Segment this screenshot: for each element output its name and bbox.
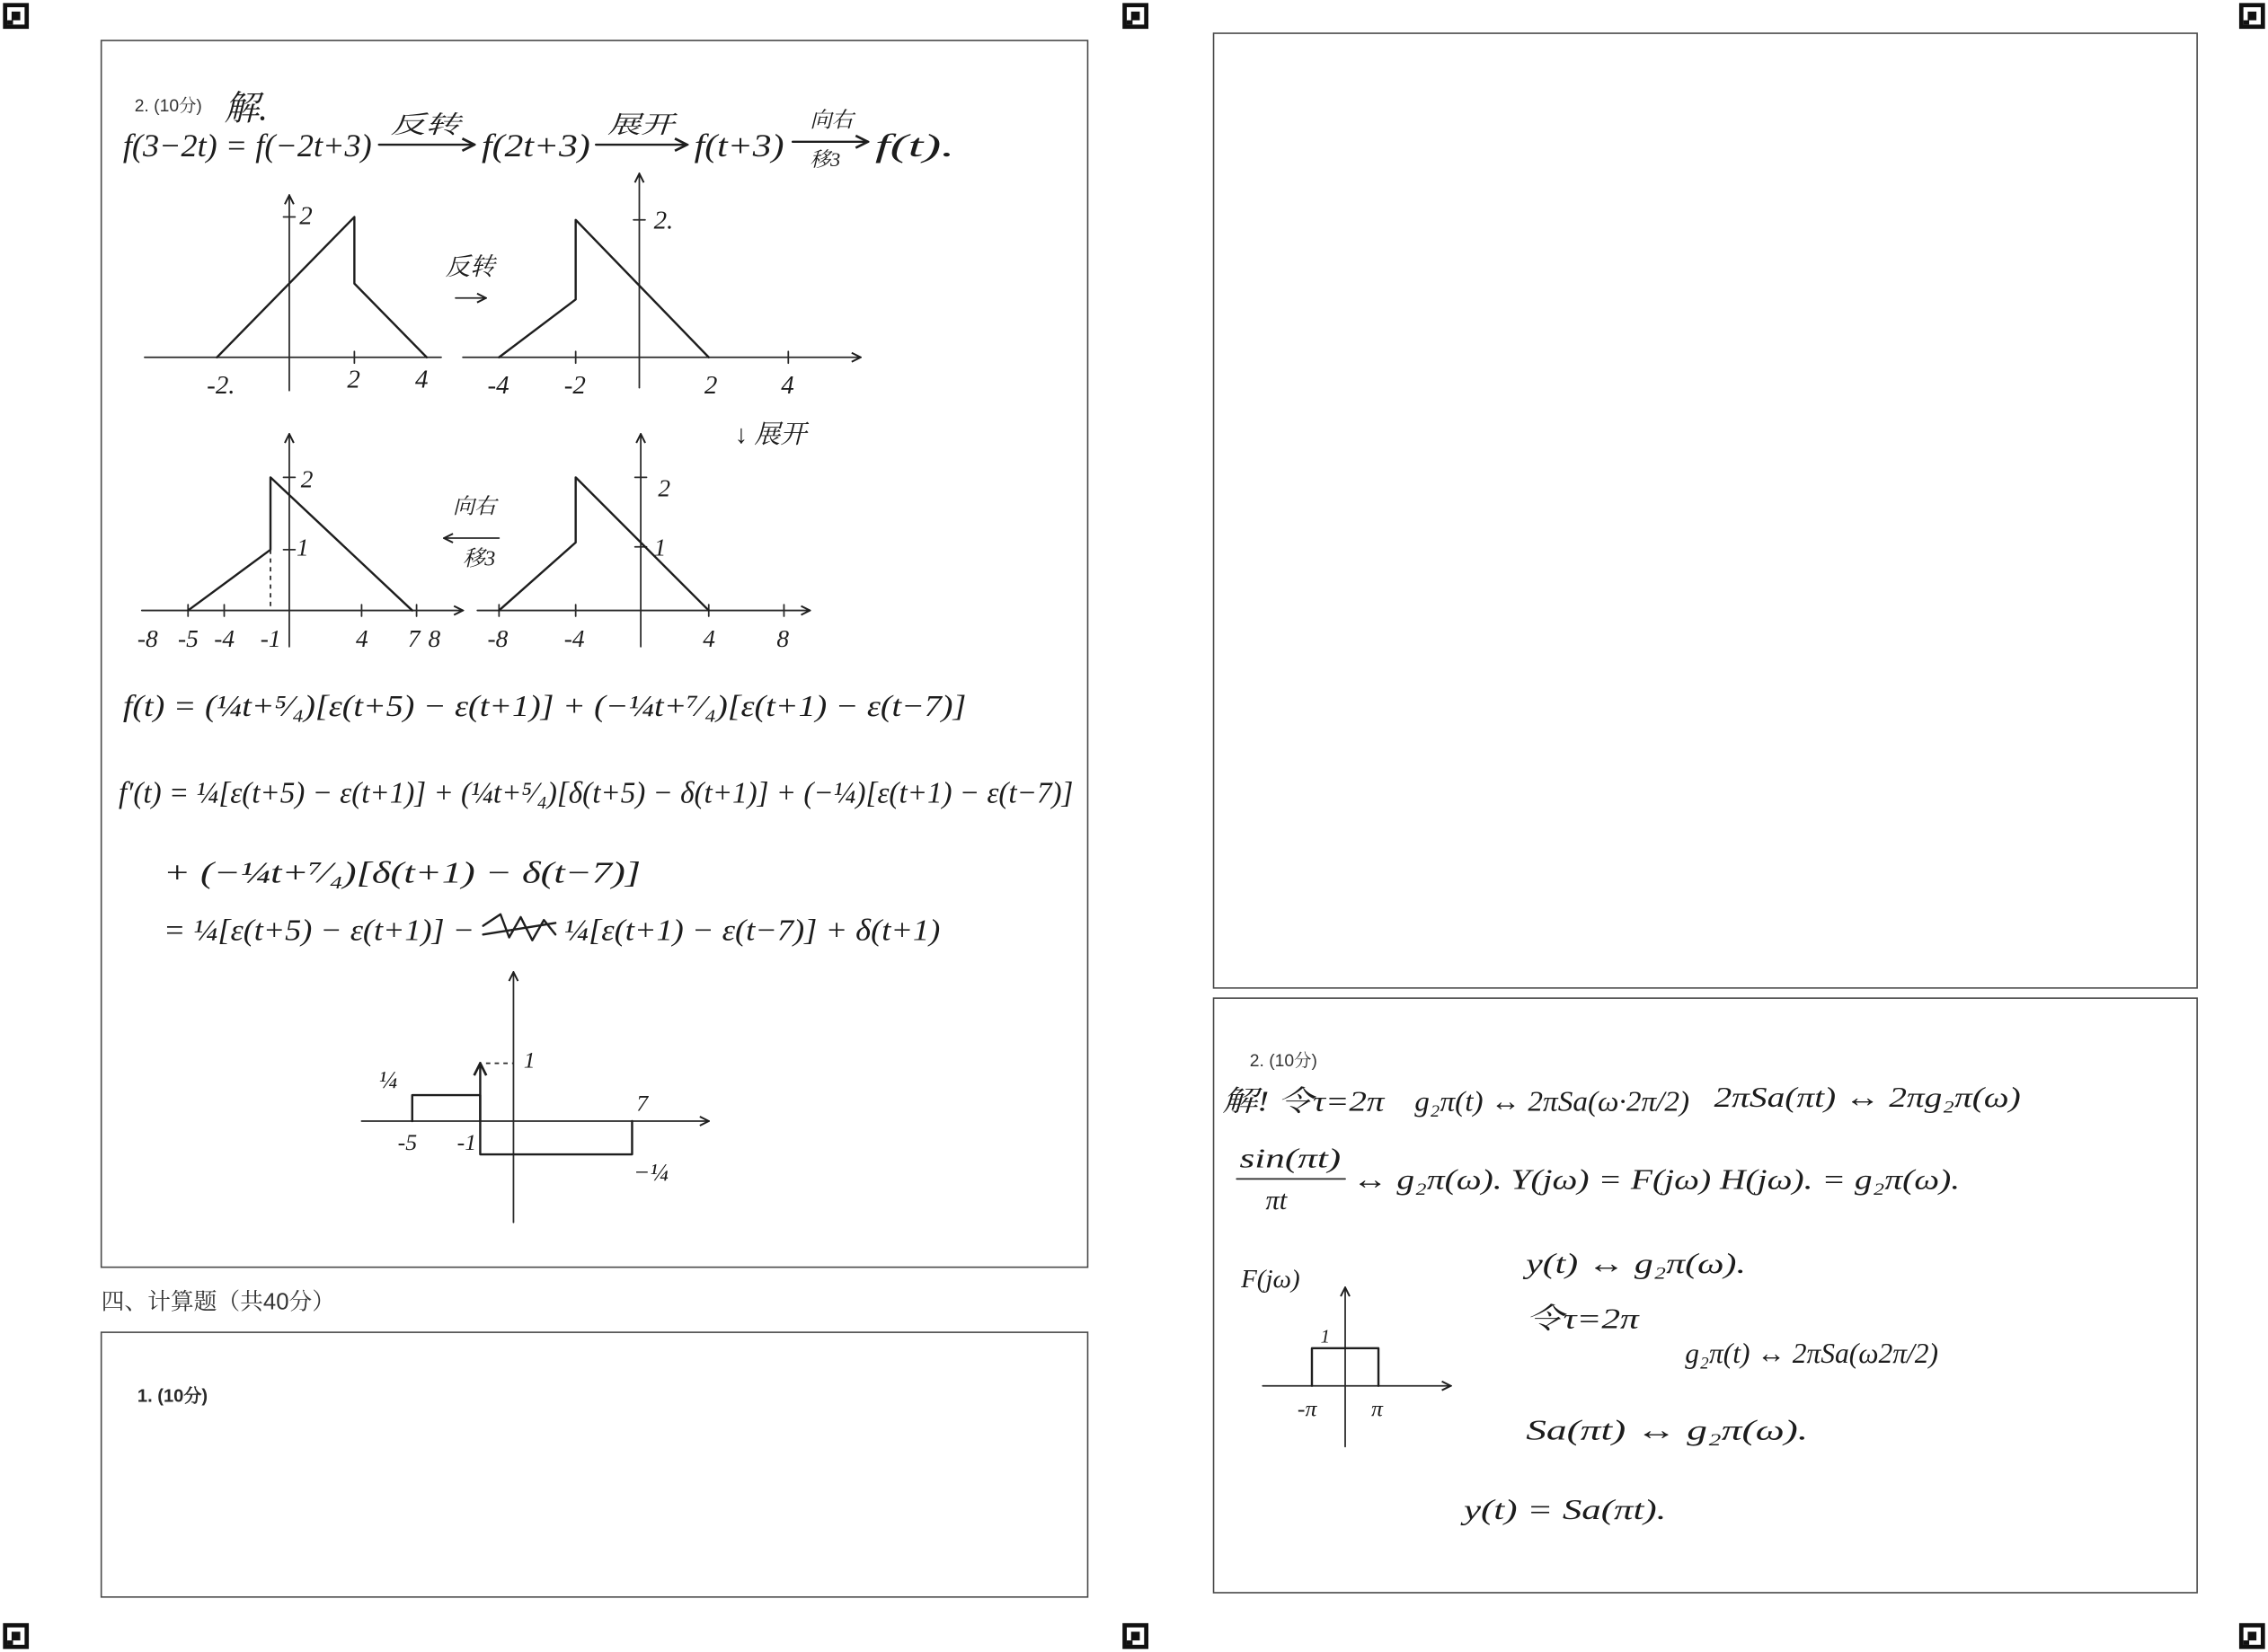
shift-note-bottom: 移3 xyxy=(463,546,496,571)
graph-3-x-tick: -8 xyxy=(137,624,158,652)
graph-4-x-tick: -4 xyxy=(563,624,585,652)
graph-3-x-tick: -1 xyxy=(260,624,281,652)
right-line-7: y(t) = Sa(πt). xyxy=(1460,1492,1667,1525)
calc-box xyxy=(102,1332,1088,1597)
right-line-4: 令τ=2π xyxy=(1526,1302,1640,1335)
spectrum-graph-height: 1 xyxy=(1320,1325,1331,1347)
question-label: 2. (10分) xyxy=(134,96,202,116)
spectrum-graph-x-tick: -π xyxy=(1297,1395,1317,1422)
section-heading: 四、计算题（共40分） xyxy=(101,1289,336,1315)
right-line-3: y(t) ↔ g₂π(ω). xyxy=(1522,1247,1746,1280)
right-line-5: g₂π(t) ↔ 2πSa(ω2π/2) xyxy=(1685,1336,1938,1369)
flip-note: 反转 xyxy=(445,252,495,280)
right-line-1a: 解! 令τ=2π xyxy=(1222,1084,1386,1118)
right-line-1b: g₂π(t) ↔ 2πSa(ω·2π/2) xyxy=(1414,1084,1690,1118)
graph-1-y-tick: 2 xyxy=(299,201,313,231)
chain-step1-label: 反转 xyxy=(390,111,464,139)
registration-mark-bottom-right xyxy=(2239,1623,2265,1649)
chain-step3-label-top: 向右 xyxy=(810,108,854,133)
calc-box-frame xyxy=(102,1332,1088,1597)
right-question-label: 2. (10分) xyxy=(1249,1051,1317,1071)
equation-fprime-line-3a: = ¼[ε(t+5) − ε(t+1)] − xyxy=(163,914,474,948)
right-blank-box xyxy=(1214,33,2198,988)
shift-note-top: 向右 xyxy=(452,494,497,519)
graph-3-x-tick: 4 xyxy=(355,624,368,652)
right-line-6: Sa(πt) ↔ g₂π(ω). xyxy=(1526,1413,1809,1446)
left-answer-box xyxy=(102,40,1088,1268)
graph-3-x-tick: -4 xyxy=(214,624,235,652)
right-line-2: ↔ g₂π(ω). Y(jω) = F(jω) H(jω). = g₂π(ω). xyxy=(1352,1162,1961,1196)
chain-step3-label-bottom: 移3 xyxy=(810,148,841,172)
graph-1-x-tick: 2 xyxy=(347,365,360,394)
graph-4-y-tick: 2 xyxy=(658,474,671,502)
calc-question-label: 1. (10分) xyxy=(137,1386,208,1407)
graph-1-x-tick: -2. xyxy=(207,371,235,401)
graph-5-x-tick: -1 xyxy=(456,1129,477,1156)
registration-mark-bottom-center xyxy=(1122,1623,1148,1649)
graph-4-x-tick: 4 xyxy=(703,624,715,652)
graph-2-y-tick: 2. xyxy=(653,206,674,235)
graph-5-level-positive: ¼ xyxy=(378,1065,398,1093)
graph-3-y-tick: 2 xyxy=(300,465,314,493)
registration-mark-top-center xyxy=(1122,3,1148,29)
graph-3-x-tick: -5 xyxy=(177,624,199,652)
spectrum-graph-label: F(jω) xyxy=(1241,1265,1300,1294)
graph-3-x-tick: 8 xyxy=(428,624,441,652)
graph-3-x-tick: 7 xyxy=(407,624,421,652)
graph-2-x-tick: 4 xyxy=(781,371,794,401)
solution-mark: 解. xyxy=(224,90,268,128)
expand-note: ↓ 展开 xyxy=(734,420,807,449)
graph-2-x-tick: -2 xyxy=(563,371,586,401)
graph-2-x-tick: 2 xyxy=(704,371,718,401)
graph-4-x-tick: -8 xyxy=(487,624,509,652)
graph-5-x-tick: -5 xyxy=(397,1129,418,1156)
right-line-1c: 2πSa(πt) ↔ 2πg₂π(ω) xyxy=(1714,1080,2021,1113)
equation-fprime-line-2: + (−¼t+⁷⁄₄)[δ(t+1) − δ(t−7)] xyxy=(163,856,642,890)
graph-1-x-tick: 4 xyxy=(414,365,429,394)
graph-4-x-tick: 8 xyxy=(776,624,790,652)
graph-3-y-tick: 1 xyxy=(296,534,309,561)
fraction-denominator: πt xyxy=(1265,1185,1288,1216)
chain-step2-result: f(t+3) xyxy=(694,127,784,163)
registration-mark-top-left xyxy=(3,3,29,29)
equation-f: f(t) = (¼t+⁵⁄₄)[ε(t+5) − ε(t+1)] + (−¼t+⁷⁄₄)[ε(t+1) − ε(t−7)] xyxy=(122,690,967,724)
chain-step1-result: f(2t+3) xyxy=(482,127,590,163)
graph-2-x-tick: -4 xyxy=(487,371,509,401)
registration-mark-bottom-left xyxy=(3,1623,29,1649)
right-answer-box xyxy=(1214,998,2198,1593)
spectrum-graph-x-tick: π xyxy=(1370,1395,1383,1422)
graph-5-level-negative: −¼ xyxy=(633,1159,669,1187)
chain-step3-result: f(t). xyxy=(874,127,955,163)
equation-fprime-line-1: f′(t) = ¼[ε(t+5) − ε(t+1)] + (¼t+⁵⁄₄)[δ(t+5) − δ(t+1)] + (−¼)[ε(t+1) − ε(t−7)] xyxy=(118,776,1074,810)
chain-step2-label: 展开 xyxy=(607,111,679,139)
graph-5-x-tick: 7 xyxy=(636,1090,649,1117)
left-answer-box-frame xyxy=(102,40,1088,1268)
fraction-numerator: sin(πt) xyxy=(1239,1143,1342,1174)
equation-fprime-line-3b: ¼[ε(t+1) − ε(t−7)] + δ(t+1) xyxy=(563,914,941,948)
chain-start: f(3−2t) = f(−2t+3) xyxy=(122,127,372,163)
registration-mark-top-right xyxy=(2239,3,2265,29)
graph-4-y-tick: 1 xyxy=(653,534,667,561)
graph-5-impulse-label: 1 xyxy=(523,1047,536,1073)
